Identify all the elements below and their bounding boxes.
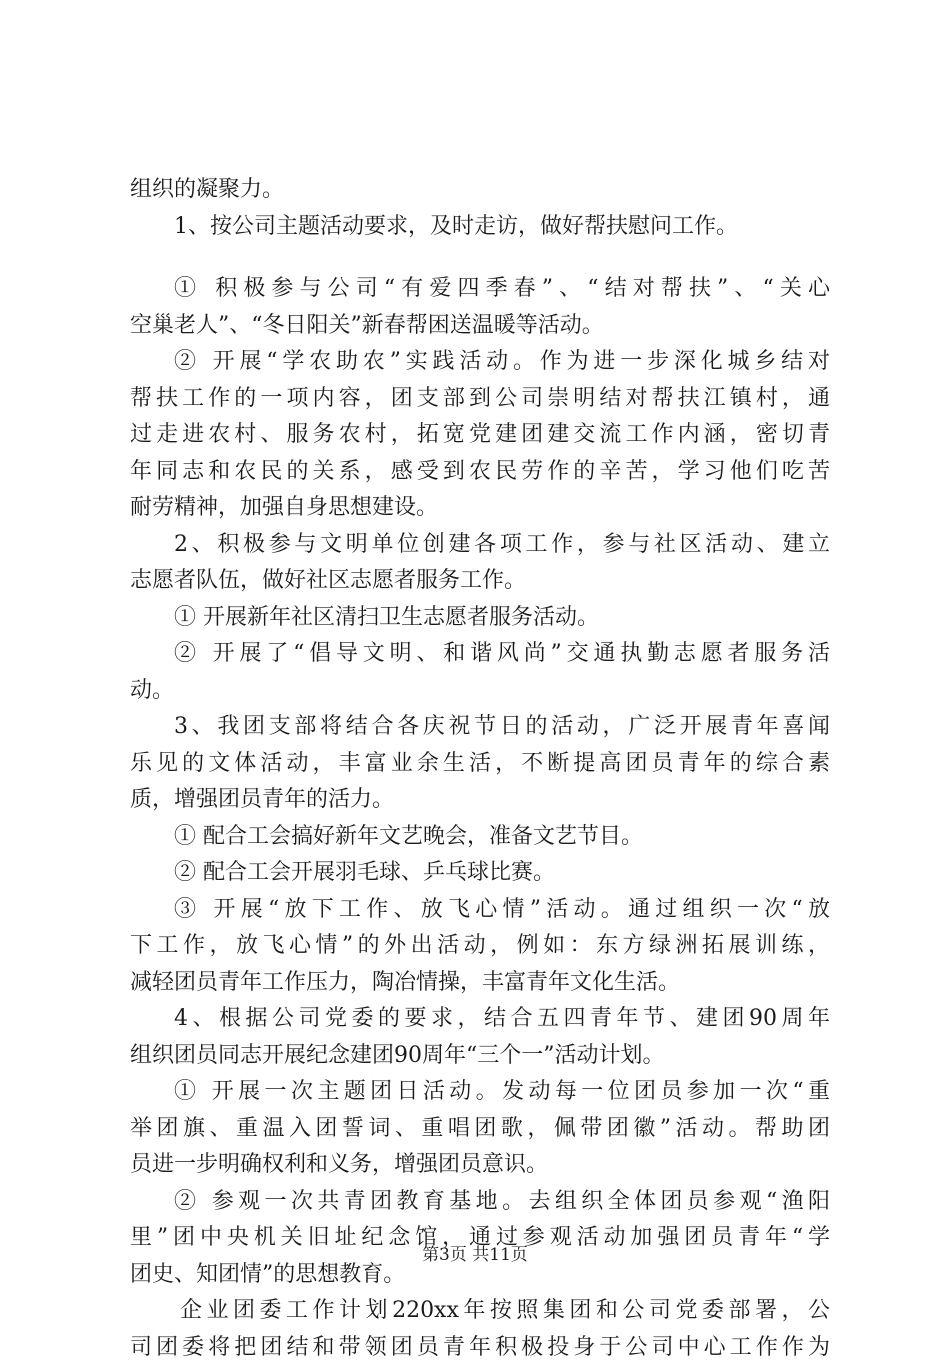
- text-line: 3、我团支部将结合各庆祝节日的活动，广泛开展青年喜闻: [130, 709, 830, 746]
- text-line: ② 参观一次共青团教育基地。去组织全体团员参观“渔阳: [130, 1184, 830, 1221]
- text-line: 4、根据公司党委的要求，结合五四青年节、建团90周年: [130, 1001, 830, 1038]
- text-line: 1、按公司主题活动要求，及时走访，做好帮扶慰问工作。: [130, 209, 830, 246]
- text-line: 2、积极参与文明单位创建各项工作，参与社区活动、建立: [130, 527, 830, 564]
- document-body: [130, 172, 830, 1366]
- text-line: 员进一步明确权利和义务，增强团员意识。: [130, 1147, 830, 1184]
- text-line: 志愿者队伍，做好社区志愿者服务工作。: [130, 563, 830, 600]
- text-line: ① 配合工会搞好新年文艺晚会，准备文艺节目。: [130, 819, 830, 856]
- text-line: 组织团员同志开展纪念建团90周年“三个一”活动计划。: [130, 1038, 830, 1075]
- text-line: 团史、知团情”的思想教育。: [130, 1257, 830, 1294]
- page-number-footer: 第3页 共11页: [0, 1244, 950, 1266]
- text-line: 里”团中央机关旧址纪念馆，通过参观活动加强团员青年“学: [130, 1220, 830, 1257]
- text-line: 帮扶工作的一项内容，团支部到公司崇明结对帮扶江镇村，通: [130, 381, 830, 418]
- text-line: 举团旗、重温入团誓词、重唱团歌，佩带团徽”活动。帮助团: [130, 1111, 830, 1148]
- paragraph-gap: [130, 245, 830, 271]
- text-line: 质，增强团员青年的活力。: [130, 782, 830, 819]
- text-line: ① 开展新年社区清扫卫生志愿者服务活动。: [130, 600, 830, 637]
- text-line: 年同志和农民的关系，感受到农民劳作的辛苦，学习他们吃苦: [130, 454, 830, 491]
- text-line: 企业团委工作计划220xx年按照集团和公司党委部署，公: [130, 1293, 830, 1330]
- text-line: ② 开展“学农助农”实践活动。作为进一步深化城乡结对: [130, 344, 830, 381]
- text-line: 过走进农村、服务农村，拓宽党建团建交流工作内涵，密切青: [130, 417, 830, 454]
- text-line: 下工作，放飞心情”的外出活动，例如：东方绿洲拓展训练，: [130, 928, 830, 965]
- text-line: 组织的凝聚力。: [130, 172, 830, 209]
- text-line: 司团委将把团结和带领团员青年积极投身于公司中心工作作为: [130, 1330, 830, 1366]
- text-line: ① 开展一次主题团日活动。发动每一位团员参加一次“重: [130, 1074, 830, 1111]
- text-line: ② 开展了“倡导文明、和谐风尚”交通执勤志愿者服务活: [130, 636, 830, 673]
- text-line: ③ 开展“放下工作、放飞心情”活动。通过组织一次“放: [130, 892, 830, 929]
- text-line: 空巢老人”、“冬日阳关”新春帮困送温暖等活动。: [130, 308, 830, 345]
- text-line: 耐劳精神，加强自身思想建设。: [130, 490, 830, 527]
- text-line: ② 配合工会开展羽毛球、乒乓球比赛。: [130, 855, 830, 892]
- text-line: 减轻团员青年工作压力，陶冶情操，丰富青年文化生活。: [130, 965, 830, 1002]
- text-line: ① 积极参与公司“有爱四季春”、“结对帮扶”、“关心: [130, 271, 830, 308]
- text-line: 动。: [130, 673, 830, 710]
- text-line: 乐见的文体活动，丰富业余生活，不断提高团员青年的综合素: [130, 746, 830, 783]
